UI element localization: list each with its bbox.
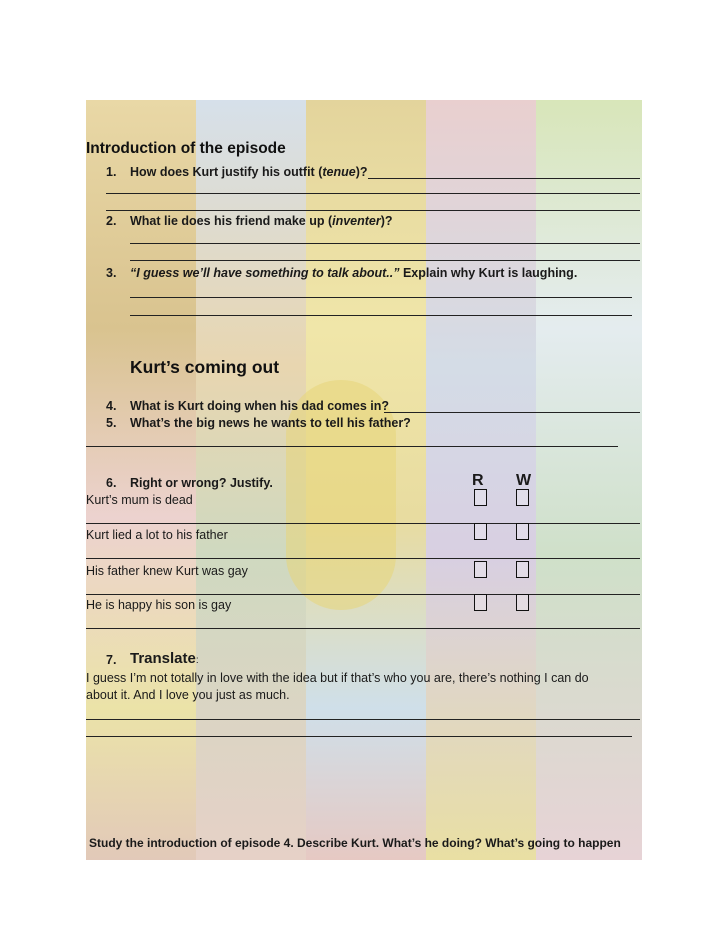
answer-line[interactable] <box>368 178 640 179</box>
answer-line[interactable] <box>86 523 640 524</box>
q2-text: What lie does his friend make up (inventer)? <box>130 214 393 228</box>
q6-text: Right or wrong? Justify. <box>130 476 273 490</box>
section-title-intro: Introduction of the episode <box>86 140 286 157</box>
q6-number: 6. <box>106 476 117 490</box>
answer-line[interactable] <box>86 719 640 720</box>
answer-line[interactable] <box>86 558 640 559</box>
q3-number: 3. <box>106 266 117 280</box>
answer-line[interactable] <box>86 628 640 629</box>
checkbox-right-1[interactable] <box>474 489 487 506</box>
answer-line[interactable] <box>130 297 632 298</box>
q3-text: “I guess we’ll have something to talk about..” Explain why Kurt is laughing. <box>130 266 578 280</box>
q7-number: 7. <box>106 653 117 667</box>
q1-number: 1. <box>106 165 117 179</box>
footer-instruction: Study the introduction of episode 4. Describe Kurt. What’s he doing? What’s going to happen <box>89 836 621 850</box>
q5-number: 5. <box>106 416 117 430</box>
answer-line[interactable] <box>384 412 640 413</box>
translate-text-line-2: about it. And I love you just as much. <box>86 688 290 702</box>
answer-line[interactable] <box>86 594 640 595</box>
answer-line[interactable] <box>130 260 640 261</box>
checkbox-wrong-3[interactable] <box>516 561 529 578</box>
checkbox-wrong-2[interactable] <box>516 523 529 540</box>
q4-number: 4. <box>106 399 117 413</box>
answer-line[interactable] <box>86 446 618 447</box>
answer-line[interactable] <box>106 210 640 211</box>
statement-3: His father knew Kurt was gay <box>86 564 248 578</box>
statement-2: Kurt lied a lot to his father <box>86 528 228 542</box>
column-right-label: R <box>472 472 484 489</box>
q2-number: 2. <box>106 214 117 228</box>
answer-line[interactable] <box>106 193 640 194</box>
answer-line[interactable] <box>86 736 632 737</box>
q5-text: What’s the big news he wants to tell his father? <box>130 416 411 430</box>
translate-text-line-1: I guess I’m not totally in love with the idea but if that’s who you are, there’s nothing I can do <box>86 671 589 685</box>
answer-line[interactable] <box>130 315 632 316</box>
translate-heading: Translate: <box>130 650 199 667</box>
answer-line[interactable] <box>130 243 640 244</box>
section-title-coming-out: Kurt’s coming out <box>130 357 280 377</box>
checkbox-right-3[interactable] <box>474 561 487 578</box>
checkbox-right-4[interactable] <box>474 594 487 611</box>
statement-1: Kurt’s mum is dead <box>86 493 193 507</box>
column-wrong-label: W <box>516 472 532 489</box>
checkbox-wrong-4[interactable] <box>516 594 529 611</box>
checkbox-wrong-1[interactable] <box>516 489 529 506</box>
q1-text: How does Kurt justify his outfit (tenue)? <box>130 165 368 179</box>
checkbox-right-2[interactable] <box>474 523 487 540</box>
statement-4: He is happy his son is gay <box>86 598 232 612</box>
q4-text: What is Kurt doing when his dad comes in? <box>130 399 390 413</box>
